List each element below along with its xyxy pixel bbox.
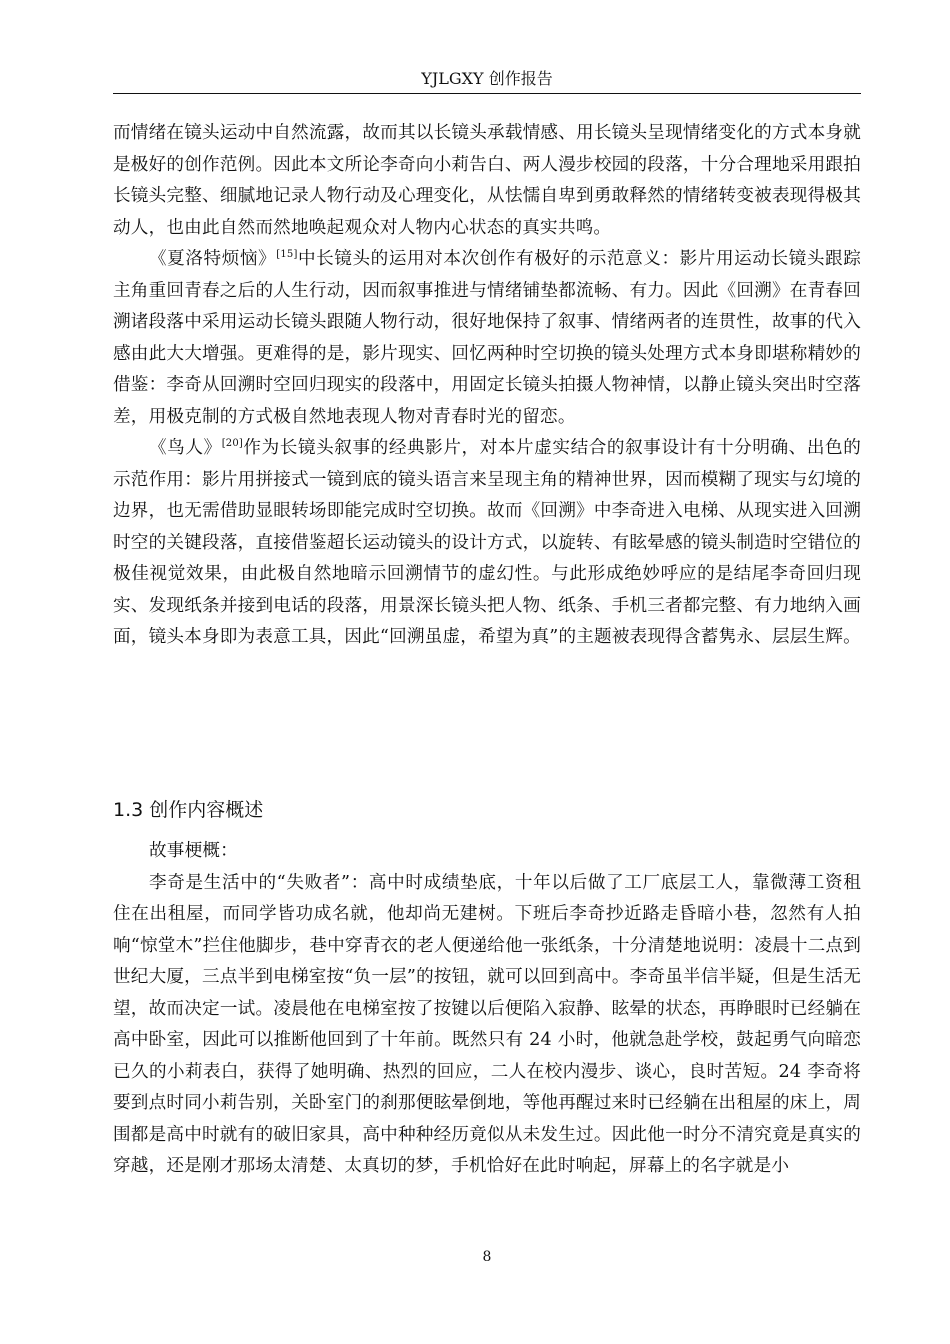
page-number: 8: [482, 1249, 492, 1265]
paragraph-xialuo-lead: 《夏洛特烦恼》: [149, 249, 277, 269]
header-divider: [113, 93, 861, 94]
section-heading: 1.3 创作内容概述: [113, 799, 264, 821]
body-text-lower: [113, 836, 861, 1183]
paragraph-xialuo-body: 中长镜头的运用对本次创作有极好的示范意义：影片用运动长镜头跟踪主角重回青春之后的人生行动，因而叙事推进与情绪铺垫都流畅、有力。因此《回溯》在青春回溯诸段落中采用运动长镜头跟随人物行动，很好地保持了叙事、情绪两者的连贯性，故事的代入感由此大大增强。更难得的是，影片现实、回忆两种时空切换的镜头处理方式本身即堪称精妙的借鉴：李奇从回溯时空回归现实的段落中，用固定长镜头拍摄人物神情，以静止镜头突出时空落差，用极克制的方式极自然地表现人物对青春时光的留恋。: [113, 249, 861, 427]
paragraph-continuation: 而情绪在镜头运动中自然流露，故而其以长镜头承载情感、用长镜头呈现情绪变化的方式本身就是极好的创作范例。因此本文所论李奇向小莉告白、两人漫步校园的段落，十分合理地采用跟拍长镜头完整、细腻地记录人物行动及心理变化，从怯懦自卑到勇敢释然的情绪转变被表现得极其动人，也由此自然而然地唤起观众对人物内心状态的真实共鸣。: [113, 123, 861, 238]
page-header: YJLGXY 创作报告: [421, 69, 553, 88]
citation-15: [15]: [276, 249, 298, 260]
paragraph-xialuo: [113, 244, 861, 433]
paragraph-niaoren: [113, 433, 861, 654]
paragraph-niaoren-body: 作为长镜头叙事的经典影片，对本片虚实结合的叙事设计有十分明确、出色的示范作用：影片用拼接式一镜到底的镜头语言来呈现主角的精神世界，因而模糊了现实与幻境的边界，也无需借助显眼转场即能完成时空切换。故而《回溯》中李奇进入电梯、从现实进入回溯时空的关键段落，直接借鉴超长运动镜头的设计方式，以旋转、有眩晕感的镜头制造时空错位的极佳视觉效果，由此极自然地暗示回溯情节的虚幻性。与此形成绝妙呼应的是结尾李奇回归现实、发现纸条并接到电话的段落，用景深长镜头把人物、纸条、手机三者都完整、有力地纳入画面，镜头本身即为表意工具，因此“回溯虽虚，希望为真”的主题被表现得含蓄隽永、层层生辉。: [113, 438, 861, 647]
citation-20: [20]: [221, 438, 244, 449]
body-text-upper: [113, 118, 861, 654]
synopsis-label: 故事梗概：: [149, 841, 238, 861]
synopsis-paragraph: 李奇是生活中的“失败者”：高中时成绩垫底，十年以后做了工厂底层工人，靠微薄工资租住在出租屋，而同学皆功成名就，他却尚无建树。下班后李奇抄近路走昏暗小巷，忽然有人拍响“惊堂木”拦住他脚步，巷中穿青衣的老人便递给他一张纸条，十分清楚地说明：凌晨十二点到世纪大厦，三点半到电梯室按“负一层”的按钮，就可以回到高中。李奇虽半信半疑，但是生活无望，故而决定一试。凌晨他在电梯室按了按键以后便陷入寂静、眩晕的状态，再睁眼时已经躺在高中卧室，因此可以推断他回到了十年前。既然只有 24 小时，他就急赴学校，鼓起勇气向暗恋已久的小莉表白，获得了她明确、热烈的回应，二人在校内漫步、谈心，良时苦短。24 李奇将要到点时同小莉告别，关卧室门的刹那便眩晕倒地，等他再醒过来时已经躺在出租屋的床上，周围都是高中时就有的破旧家具，高中种种经历竟似从未发生过。因此他一时分不清究竟是真实的穿越，还是刚才那场太清楚、太真切的梦，手机恰好在此时响起，屏幕上的名字就是小: [113, 872, 861, 1176]
paragraph-niaoren-lead: 《鸟人》: [149, 438, 222, 458]
